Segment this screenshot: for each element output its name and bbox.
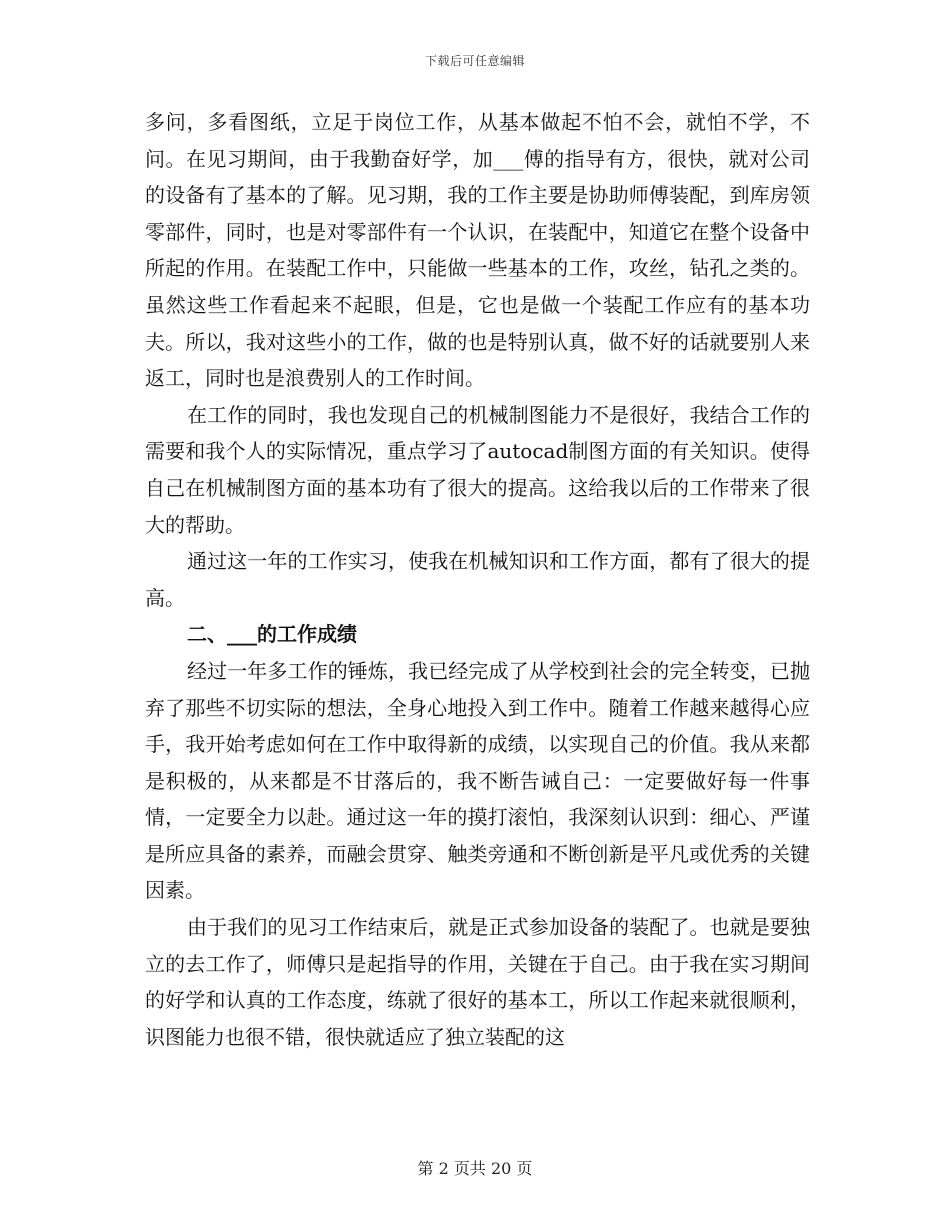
page-number: 第 2 页共 20 页 xyxy=(417,1159,533,1178)
section-heading: 二、___的工作成绩 xyxy=(187,622,357,647)
paragraph-autocad: 在工作的同时，我也发现自己的机械制图能力不是很好，我结合工作的需要和我个人的实际情况，重点学习了autocad制图方面的有关知识。使得自己在机械制图方面的基本功有了很大的提高。这给我以后的工作带来了很大的帮助。 xyxy=(145,402,810,537)
page-header: 下载后可任意编辑 xyxy=(424,54,525,68)
paragraph-continued: 多问，多看图纸，立足于岗位工作，从基本做起不怕不会，就怕不学，不问。在见习期间，由于我勤奋好学，加___傅的指导有方，很快，就对公司的设备有了基本的了解。见习期，我的工作主要是协助师傅装配，到库房领零部件，同时，也是对零部件有一个认识，在装配中，知道它在整个设备中所起的作用。在装配工作中，只能做一些基本的工作，攻丝，钻孔之类的。虽然这些工作看起来不起眼，但是，它也是做一个装配工作应有的基本功夫。所以，我对这些小的工作，做的也是特别认真，做不好的话就要别人来返工，同时也是浪费别人的工作时间。 xyxy=(145,110,810,391)
paragraph-internship-summary: 通过这一年的工作实习，使我在机械知识和工作方面，都有了很大的提高。 xyxy=(145,549,810,610)
document-body xyxy=(145,104,810,1055)
paragraph-achievements: 经过一年多工作的锤炼，我已经完成了从学校到社会的完全转变，已抛弃了那些不切实际的想法，全身心地投入到工作中。随着工作越来越得心应手，我开始考虑如何在工作中取得新的成绩，以实现自己的价值。我从来都是积极的，从来都是不甘落后的，我不断告诫自己：一定要做好每一件事情，一定要全力以赴。通过这一年的摸打滚怕，我深刻认识到：细心、严谨是所应具备的素养，而融会贯穿、触类旁通和不断创新是平凡或优秀的关键因素。 xyxy=(145,658,810,903)
paragraph-independent-work: 由于我们的见习工作结束后，就是正式参加设备的装配了。也就是要独立的去工作了，师傅只是起指导的作用，关键在于自己。由于我在实习期间的好学和认真的工作态度，练就了很好的基本工，所以工作起来就很顺利，识图能力也很不错，很快就适应了独立装配的这 xyxy=(145,915,810,1049)
